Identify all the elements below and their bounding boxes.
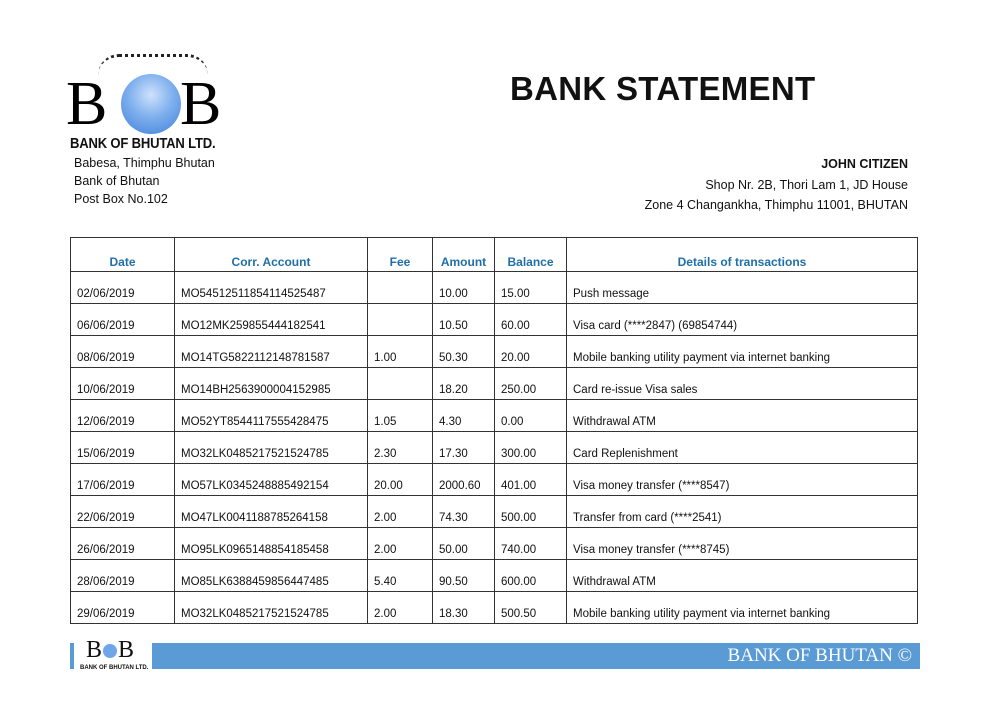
- logo-bank-name: BANK OF BHUTAN LTD.: [70, 136, 216, 152]
- table-row: [71, 592, 918, 624]
- cell-fee: 5.40: [368, 560, 433, 592]
- table-row: [71, 304, 918, 336]
- cell-fee: 2.00: [368, 496, 433, 528]
- customer-address-line: Zone 4 Changankha, Thimphu 11001, BHUTAN: [644, 198, 908, 212]
- cell-balance: 600.00: [495, 560, 567, 592]
- cell-fee: 20.00: [368, 464, 433, 496]
- table-row: [71, 560, 918, 592]
- cell-corr-account: MO54512511854114525487: [175, 272, 368, 304]
- cell-details: Withdrawal ATM: [567, 560, 918, 592]
- cell-balance: 60.00: [495, 304, 567, 336]
- cell-balance: 401.00: [495, 464, 567, 496]
- table-row: [71, 528, 918, 560]
- table-row: [71, 432, 918, 464]
- cell-details: Mobile banking utility payment via internet banking: [567, 592, 918, 624]
- cell-amount: 2000.60: [433, 464, 495, 496]
- cell-corr-account: MO12MK259855444182541: [175, 304, 368, 336]
- cell-amount: 18.30: [433, 592, 495, 624]
- cell-balance: 740.00: [495, 528, 567, 560]
- customer-name: JOHN CITIZEN: [821, 157, 908, 171]
- cell-balance: 20.00: [495, 336, 567, 368]
- cell-corr-account: MO52YT8544117555428475: [175, 400, 368, 432]
- cell-date: 12/06/2019: [71, 400, 175, 432]
- cell-fee: [368, 304, 433, 336]
- cell-date: 15/06/2019: [71, 432, 175, 464]
- table-row: [71, 464, 918, 496]
- footer-logo-orb-icon: [103, 644, 117, 658]
- column-header-corr-account: Corr. Account: [175, 238, 368, 272]
- cell-amount: 18.20: [433, 368, 495, 400]
- footer-logo-letter: B: [118, 637, 135, 663]
- cell-amount: 10.00: [433, 272, 495, 304]
- cell-amount: 50.30: [433, 336, 495, 368]
- cell-date: 06/06/2019: [71, 304, 175, 336]
- cell-date: 22/06/2019: [71, 496, 175, 528]
- transactions-table: [70, 237, 918, 624]
- cell-fee: 2.00: [368, 528, 433, 560]
- cell-corr-account: MO47LK0041188785264158: [175, 496, 368, 528]
- footer-logo-letter: B: [86, 637, 103, 663]
- cell-details: Visa money transfer (****8547): [567, 464, 918, 496]
- cell-details: Card re-issue Visa sales: [567, 368, 918, 400]
- cell-amount: 10.50: [433, 304, 495, 336]
- bank-address: [74, 154, 215, 208]
- cell-details: Mobile banking utility payment via internet banking: [567, 336, 918, 368]
- cell-balance: 250.00: [495, 368, 567, 400]
- table-row: [71, 368, 918, 400]
- column-header-amount: Amount: [433, 238, 495, 272]
- cell-amount: 17.30: [433, 432, 495, 464]
- cell-balance: 0.00: [495, 400, 567, 432]
- cell-balance: 15.00: [495, 272, 567, 304]
- cell-details: Card Replenishment: [567, 432, 918, 464]
- cell-fee: 2.00: [368, 592, 433, 624]
- cell-date: 29/06/2019: [71, 592, 175, 624]
- customer-info: [645, 154, 908, 216]
- cell-date: 02/06/2019: [71, 272, 175, 304]
- cell-details: Visa money transfer (****8745): [567, 528, 918, 560]
- footer-logo-name: BANK OF BHUTAN LTD.: [80, 665, 149, 671]
- table-row: [71, 496, 918, 528]
- column-header-balance: Balance: [495, 238, 567, 272]
- cell-amount: 90.50: [433, 560, 495, 592]
- cell-corr-account: MO85LK6388459856447485: [175, 560, 368, 592]
- cell-details: Visa card (****2847) (69854744): [567, 304, 918, 336]
- cell-amount: 50.00: [433, 528, 495, 560]
- logo-orb-icon: [121, 74, 181, 134]
- cell-date: 17/06/2019: [71, 464, 175, 496]
- cell-date: 26/06/2019: [71, 528, 175, 560]
- column-header-details: Details of transactions: [567, 238, 918, 272]
- bank-address-line: Bank of Bhutan: [74, 174, 160, 188]
- table-header-row: [71, 238, 918, 272]
- cell-corr-account: MO57LK0345248885492154: [175, 464, 368, 496]
- cell-details: Withdrawal ATM: [567, 400, 918, 432]
- cell-corr-account: MO14BH2563900004152985: [175, 368, 368, 400]
- cell-date: 28/06/2019: [71, 560, 175, 592]
- cell-corr-account: MO95LK0965148854185458: [175, 528, 368, 560]
- bank-logo: [66, 52, 236, 152]
- cell-amount: 4.30: [433, 400, 495, 432]
- bank-address-line: Post Box No.102: [74, 192, 168, 206]
- cell-fee: 2.30: [368, 432, 433, 464]
- bank-address-line: Babesa, Thimphu Bhutan: [74, 156, 215, 170]
- cell-fee: 1.05: [368, 400, 433, 432]
- cell-details: Transfer from card (****2541): [567, 496, 918, 528]
- cell-balance: 300.00: [495, 432, 567, 464]
- cell-balance: 500.00: [495, 496, 567, 528]
- footer-bar: [70, 643, 920, 669]
- column-header-date: Date: [71, 238, 175, 272]
- cell-details: Push message: [567, 272, 918, 304]
- cell-date: 08/06/2019: [71, 336, 175, 368]
- footer-text: BANK OF BHUTAN ©: [727, 645, 912, 666]
- table-row: [71, 336, 918, 368]
- cell-fee: [368, 368, 433, 400]
- logo-letter-b: B: [66, 70, 108, 138]
- cell-balance: 500.50: [495, 592, 567, 624]
- cell-corr-account: MO32LK0485217521524785: [175, 432, 368, 464]
- cell-date: 10/06/2019: [71, 368, 175, 400]
- cell-corr-account: MO14TG5822112148781587: [175, 336, 368, 368]
- cell-fee: 1.00: [368, 336, 433, 368]
- footer-logo: [74, 638, 152, 674]
- customer-address-line: Shop Nr. 2B, Thori Lam 1, JD House: [705, 177, 908, 192]
- table-row: [71, 400, 918, 432]
- cell-fee: [368, 272, 433, 304]
- column-header-fee: Fee: [368, 238, 433, 272]
- page-title: BANK STATEMENT: [510, 70, 816, 107]
- cell-corr-account: MO32LK0485217521524785: [175, 592, 368, 624]
- cell-amount: 74.30: [433, 496, 495, 528]
- table-row: [71, 272, 918, 304]
- logo-letter-b: B: [180, 70, 222, 138]
